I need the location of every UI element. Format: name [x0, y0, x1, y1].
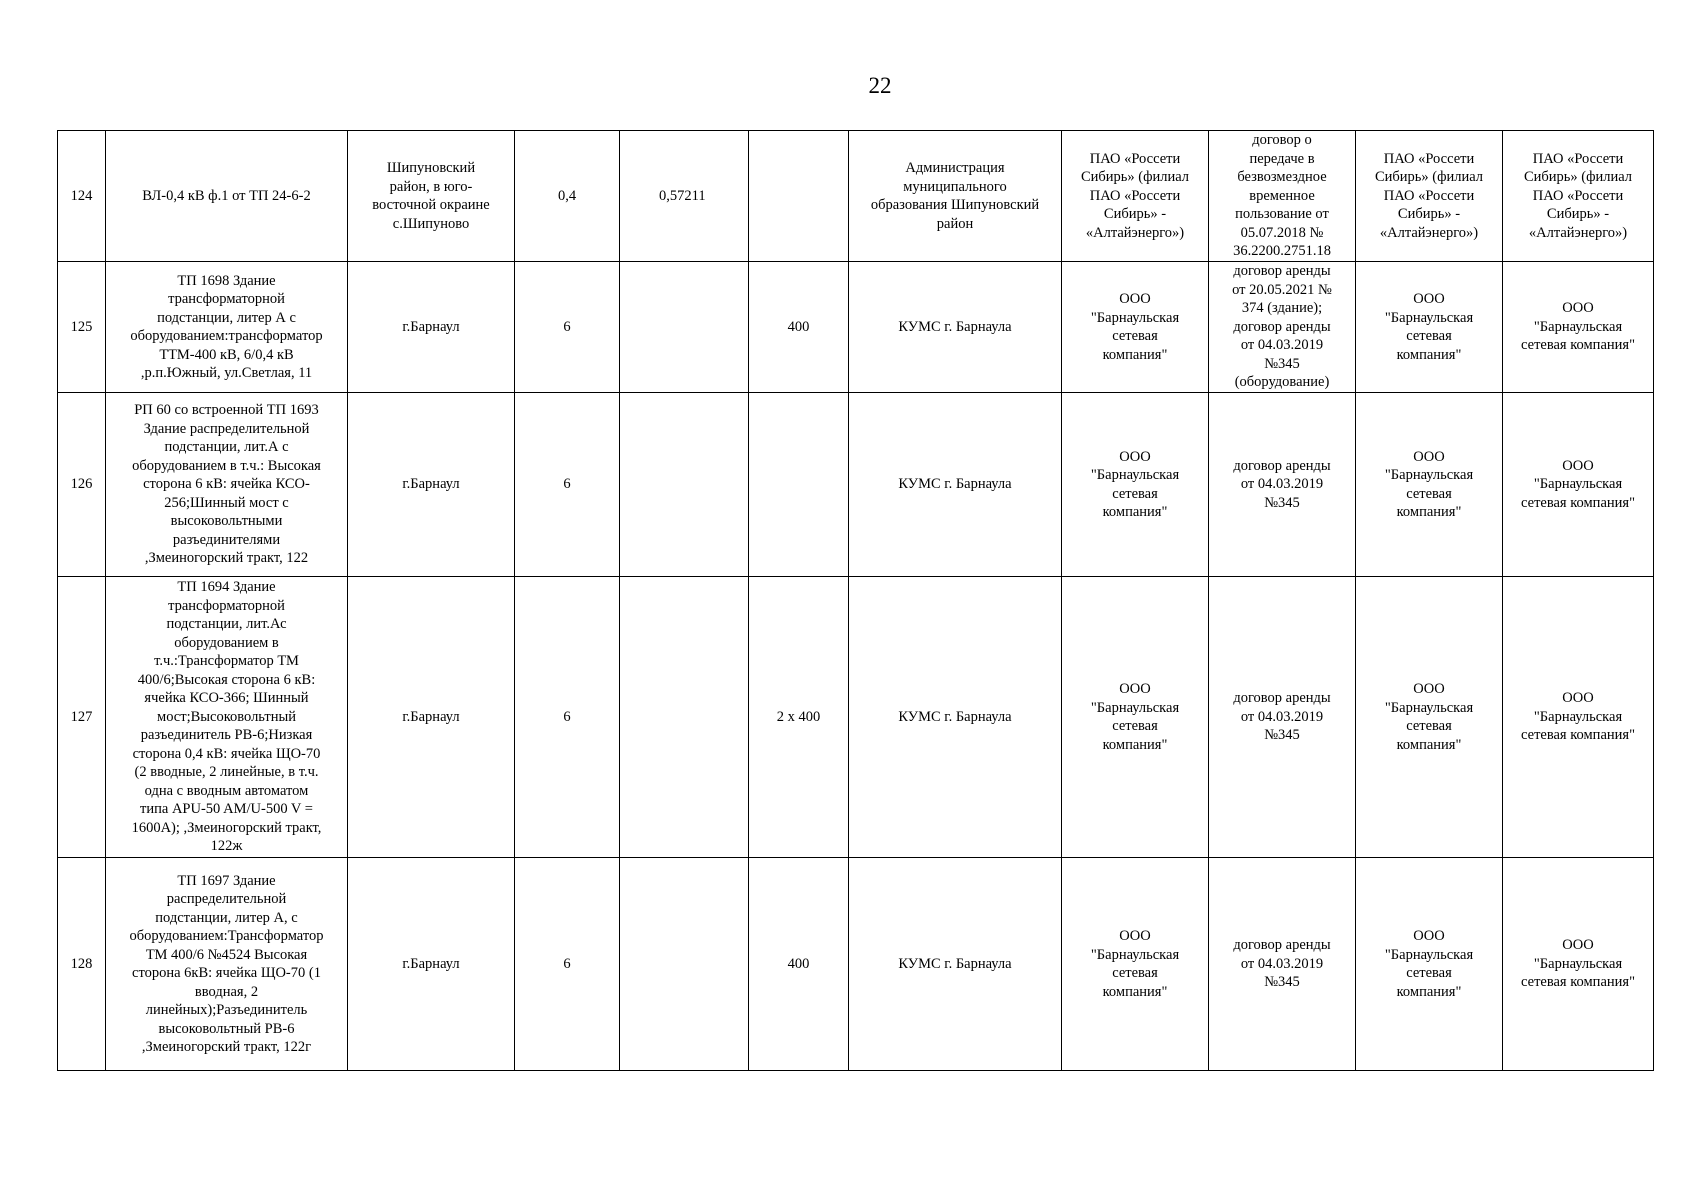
recipient-cell: ООО "Барнаульская сетевая компания"	[1503, 393, 1654, 577]
agreement-cell: договор аренды от 04.03.2019 №345	[1209, 858, 1356, 1071]
table-row	[58, 262, 1654, 393]
power-cell	[749, 131, 849, 262]
table-row	[58, 393, 1654, 577]
operator-cell: ООО "Барнаульская сетевая компания"	[1062, 393, 1209, 577]
table-row	[58, 858, 1654, 1071]
agreement-cell: договор аренды от 20.05.2021 № 374 (здание); договор аренды от 04.03.2019 №345 (оборудование)	[1209, 262, 1356, 393]
power-cell: 400	[749, 858, 849, 1071]
holder-cell: ООО "Барнаульская сетевая компания"	[1356, 577, 1503, 858]
owner-cell: КУМС г. Барнаула	[849, 577, 1062, 858]
recipient-cell: ПАО «Россети Сибирь» (филиал ПАО «Россети Сибирь» - «Алтайэнерго»)	[1503, 131, 1654, 262]
object-name-cell: РП 60 со встроенной ТП 1693 Здание распределительной подстанции, лит.А с оборудованием в т.ч.: Высокая сторона 6 кВ: ячейка КСО- 256;Шинный мост с высоковольтными разъединителями ,Змеиногорский тракт, 122	[106, 393, 348, 577]
length-cell	[620, 393, 749, 577]
table-row	[58, 131, 1654, 262]
recipient-cell: ООО "Барнаульская сетевая компания"	[1503, 577, 1654, 858]
object-name-cell: ТП 1698 Здание трансформаторной подстанции, литер А с оборудованием:трансформатор ТТМ-400 кВ, 6/0,4 кВ ,р.п.Южный, ул.Светлая, 11	[106, 262, 348, 393]
holder-cell: ПАО «Россети Сибирь» (филиал ПАО «Россети Сибирь» - «Алтайэнерго»)	[1356, 131, 1503, 262]
object-name-cell: ТП 1697 Здание распределительной подстанции, литер А, с оборудованием:Трансформатор ТМ 400/6 №4524 Высокая сторона 6кВ: ячейка ЩО-70 (1 вводная, 2 линейных);Разъединитель высоковольтный РВ-6 ,Змеиногорский тракт, 122г	[106, 858, 348, 1071]
length-cell	[620, 577, 749, 858]
length-cell: 0,57211	[620, 131, 749, 262]
owner-cell: КУМС г. Барнаула	[849, 262, 1062, 393]
agreement-cell: договор аренды от 04.03.2019 №345	[1209, 393, 1356, 577]
agreement-cell: договор о передаче в безвозмездное временное пользование от 05.07.2018 № 36.2200.2751.18	[1209, 131, 1356, 262]
holder-cell: ООО "Барнаульская сетевая компания"	[1356, 393, 1503, 577]
agreement-cell: договор аренды от 04.03.2019 №345	[1209, 577, 1356, 858]
recipient-cell: ООО "Барнаульская сетевая компания"	[1503, 858, 1654, 1071]
voltage-cell: 0,4	[515, 131, 620, 262]
row-number-cell: 124	[58, 131, 106, 262]
operator-cell: ООО "Барнаульская сетевая компания"	[1062, 262, 1209, 393]
owner-cell: КУМС г. Барнаула	[849, 858, 1062, 1071]
row-number-cell: 125	[58, 262, 106, 393]
recipient-cell: ООО "Барнаульская сетевая компания"	[1503, 262, 1654, 393]
voltage-cell: 6	[515, 393, 620, 577]
operator-cell: ООО "Барнаульская сетевая компания"	[1062, 577, 1209, 858]
holder-cell: ООО "Барнаульская сетевая компания"	[1356, 858, 1503, 1071]
row-number-cell: 126	[58, 393, 106, 577]
length-cell	[620, 262, 749, 393]
location-cell: Шипуновский район, в юго- восточной окраине с.Шипуново	[348, 131, 515, 262]
operator-cell: ПАО «Россети Сибирь» (филиал ПАО «Россети Сибирь» - «Алтайэнерго»)	[1062, 131, 1209, 262]
object-name-cell: ВЛ-0,4 кВ ф.1 от ТП 24-6-2	[106, 131, 348, 262]
location-cell: г.Барнаул	[348, 577, 515, 858]
voltage-cell: 6	[515, 858, 620, 1071]
row-number-cell: 128	[58, 858, 106, 1071]
location-cell: г.Барнаул	[348, 858, 515, 1071]
owner-cell: КУМС г. Барнаула	[849, 393, 1062, 577]
row-number-cell: 127	[58, 577, 106, 858]
property-registry-table	[57, 130, 1654, 1071]
table-row	[58, 577, 1654, 858]
power-cell: 2 х 400	[749, 577, 849, 858]
power-cell	[749, 393, 849, 577]
holder-cell: ООО "Барнаульская сетевая компания"	[1356, 262, 1503, 393]
location-cell: г.Барнаул	[348, 393, 515, 577]
operator-cell: ООО "Барнаульская сетевая компания"	[1062, 858, 1209, 1071]
owner-cell: Администрация муниципального образования Шипуновский район	[849, 131, 1062, 262]
length-cell	[620, 858, 749, 1071]
power-cell: 400	[749, 262, 849, 393]
location-cell: г.Барнаул	[348, 262, 515, 393]
object-name-cell: ТП 1694 Здание трансформаторной подстанции, лит.Ас оборудованием в т.ч.:Трансформатор ТМ 400/6;Высокая сторона 6 кВ: ячейка КСО-366; Шинный мост;Высоковольтный разъединитель РВ-6;Низкая сторона 0,4 кВ: ячейка ЩО-70 (2 вводные, 2 линейные, в т.ч. одна с вводным автоматом типа APU-50 AM/U-500 V = 1600A); ,Змеиногорский тракт, 122ж	[106, 577, 348, 858]
voltage-cell: 6	[515, 577, 620, 858]
page-number: 22	[868, 73, 892, 98]
voltage-cell: 6	[515, 262, 620, 393]
